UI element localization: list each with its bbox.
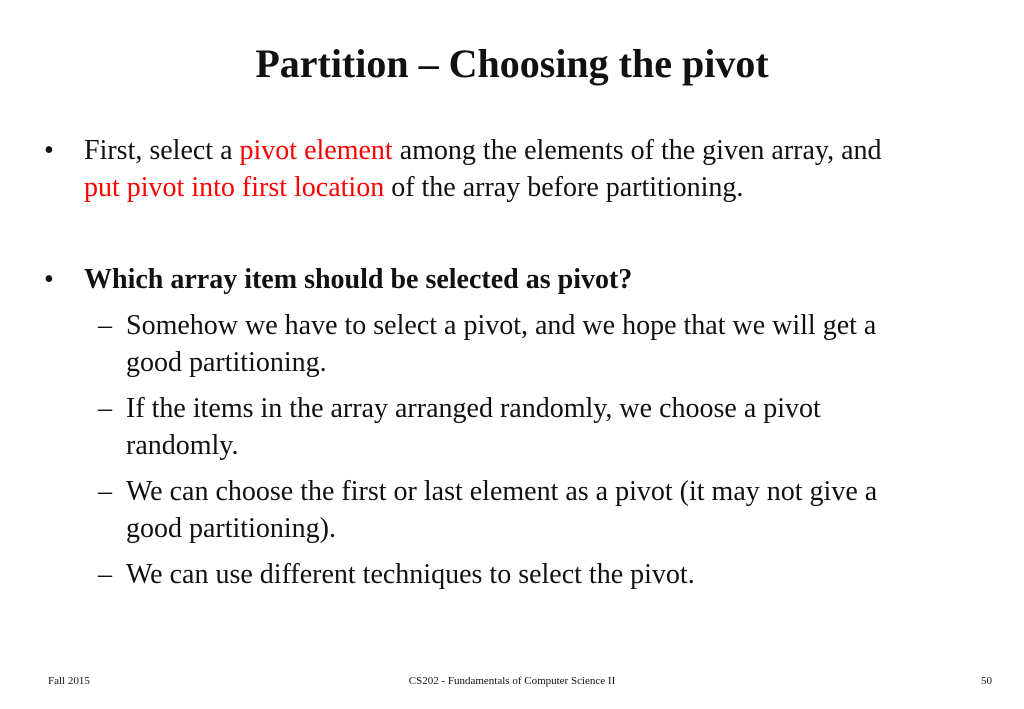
footer-course: CS202 - Fundamentals of Computer Science II — [408, 675, 616, 687]
bullet-2-heading: Which array item should be selected as pivot? — [84, 264, 633, 295]
sub-bullet-1-line-2: good partitioning. — [126, 347, 327, 378]
slide-title: Partition – Choosing the pivot — [255, 41, 769, 86]
bullet-marker: • — [44, 135, 54, 166]
bullet-marker: • — [44, 264, 54, 295]
sub-bullet-marker: – — [98, 559, 112, 590]
sub-bullet-2-line-2: randomly. — [126, 430, 239, 461]
sub-bullet-3-line-1: We can choose the first or last element as a pivot (it may not give a — [126, 476, 878, 507]
sub-bullet-marker: – — [98, 476, 112, 507]
bullet-1-text-a: First, select a — [84, 135, 240, 166]
footer-date: Fall 2015 — [48, 675, 90, 687]
bullet-1-text-b: among the elements of the given array, and — [392, 135, 882, 166]
bullet-1-highlight-first-location: put pivot into first location — [84, 172, 385, 203]
sub-bullet-marker: – — [98, 310, 112, 341]
sub-bullet-2-line-1: If the items in the array arranged randomly, we choose a pivot — [126, 393, 821, 424]
bullet-1-text-c: of the array before partitioning. — [384, 172, 744, 203]
bullet-1-line-2 — [84, 170, 743, 206]
sub-bullet-marker: – — [98, 393, 112, 424]
footer-page-number: 50 — [981, 675, 992, 687]
bullet-1-highlight-pivot-element: pivot element — [239, 135, 393, 166]
sub-bullet-3-line-2: good partitioning). — [126, 513, 336, 544]
sub-bullet-1-line-1: Somehow we have to select a pivot, and we hope that we will get a — [126, 310, 877, 341]
sub-bullet-4-line-1: We can use different techniques to select the pivot. — [126, 559, 695, 590]
bullet-1-line-1 — [84, 133, 882, 169]
